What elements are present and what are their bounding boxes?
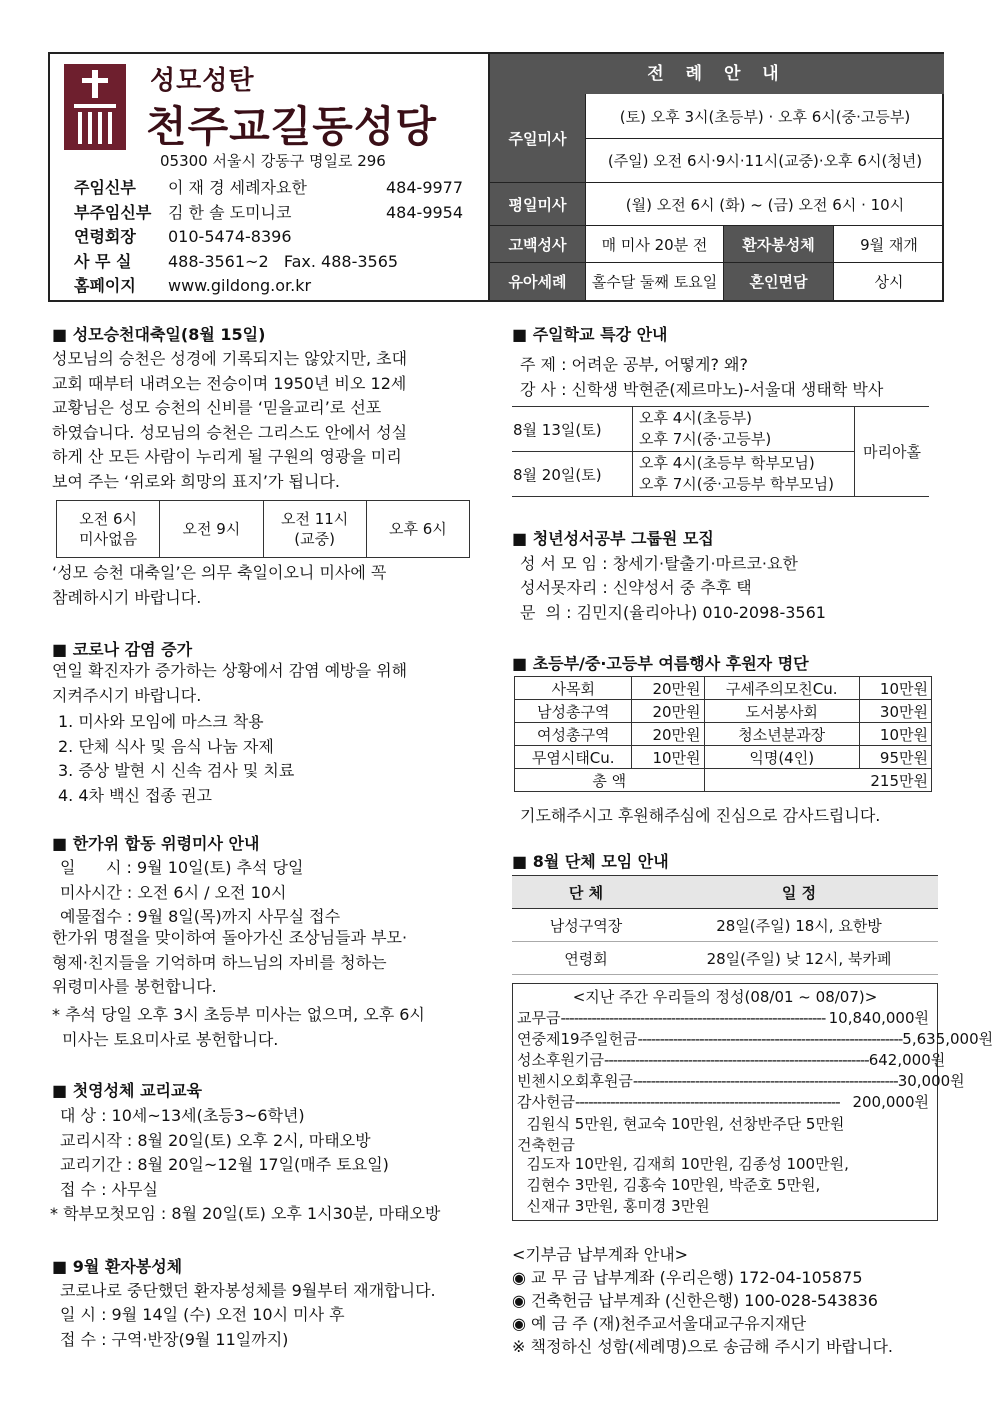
school-title: ■ 주일학교 특강 안내	[512, 325, 668, 344]
sponsor-name: 사목회	[515, 677, 632, 700]
liturgy-guide	[488, 54, 944, 300]
parish-info	[50, 54, 488, 300]
sponsor-amount: 10만원	[632, 746, 704, 769]
sunday-mass-sunday: (주일) 오전 6시·9시·11시(교중)·오후 6시(청년)	[586, 139, 944, 183]
offering-row: 교무금 ------------------------------------------------------------ 10,840,000원	[517, 1009, 929, 1027]
chuseok-note: * 추석 당일 오후 3시 초등부 미사는 없으며, 오후 6시 미사는 토요미사로 봉헌합니다.	[52, 1005, 425, 1049]
school-date: 8월 20일(토)	[512, 452, 633, 497]
sick-line: 접 수 : 구역·반장(9월 11일까지)	[60, 1330, 289, 1349]
sponsor-amount: 10만원	[859, 723, 931, 746]
sponsor-total-value: 215만원	[704, 769, 931, 792]
accounts-title: <기부금 납부계좌 안내>	[512, 1245, 689, 1264]
offering-row: 성소후원기금 ------------------------------------------------------------ 642,000원	[517, 1051, 946, 1069]
offering-title: <지난 주간 우리들의 정성(08/01 ~ 08/07)>	[572, 988, 878, 1006]
offering-row: 감사헌금 ------------------------------------------------------------ 200,000원	[517, 1093, 929, 1111]
school-times	[633, 407, 855, 452]
info-row-homepage	[74, 274, 484, 298]
offering-key: 빈첸시오회후원금	[517, 1072, 633, 1090]
offering-value: 30,000원	[897, 1072, 965, 1090]
assumption-note: ‘성모 승천 대축일’은 의무 축일이오니 미사에 꼭 참례하시기 바랍니다.	[52, 563, 387, 607]
info-label: 사 무 실	[74, 252, 132, 271]
sponsor-name: 도서봉사회	[704, 700, 859, 723]
assumption-body: 성모님의 승천은 성경에 기록되지는 않았지만, 초대 교회 때부터 내려오는 전승이며 1950년 비오 12세 교황님은 성모 승천의 신비를 ‘믿을교리’로 선포 하였습니다. 성모님의 승천은 그리스도 안에서 성실 하게 산 모든 사람이 누리게 될 구원의 영광을 미리 보여 주는 ‘위로와 희망의 표지’가 됩니다.	[52, 349, 408, 491]
sponsor-name: 남성총구역	[515, 700, 632, 723]
weekday-mass-label: 평일미사	[490, 183, 586, 226]
school-place: 마리아홀	[855, 407, 930, 497]
sponsor-amount: 20만원	[632, 723, 704, 746]
sponsors-title: ■ 초등부/중·고등부 여름행사 후원자 명단	[512, 654, 809, 673]
table-row	[515, 700, 932, 723]
sponsor-name: 청소년분과장	[704, 723, 859, 746]
bible-line: 성서못자리 : 신약성서 중 추후 택	[520, 578, 752, 597]
mass-time-cell: 오전 6시 미사없음	[57, 501, 160, 558]
account-line: ◉ 건축헌금 납부계좌 (신한은행) 100-028-543836	[512, 1291, 878, 1310]
school-time: 오후 7시(중·고등부)	[639, 430, 772, 448]
school-speaker: 강 사 : 신학생 박현준(제르마노)-서울대 생태학 박사	[520, 380, 884, 399]
chuseok-date: 일 시 : 9월 10일(토) 추석 당일	[60, 858, 304, 877]
mass-time-cell: 오전 9시	[160, 501, 263, 558]
sunday-mass-saturday: (토) 오후 3시(초등부) · 오후 6시(중·고등부)	[586, 94, 944, 139]
mass-time-cell: 오전 11시 (교중)	[263, 501, 366, 558]
guide-title: 전 례 안 내	[490, 54, 944, 94]
account-line: ◉ 교 무 금 납부계좌 (우리은행) 172-04-105875	[512, 1268, 863, 1287]
offering-key: 감사헌금	[517, 1093, 575, 1111]
confession-value: 매 미사 20분 전	[586, 226, 724, 263]
table-row	[515, 746, 932, 769]
table-row-total	[515, 769, 932, 792]
baptism-value: 홀수달 둘째 토요일	[586, 263, 724, 300]
homepage-link[interactable]: www.gildong.or.kr	[168, 276, 312, 295]
bible-line: 성 서 모 임 : 창세기·탈출기·마르코·요한	[520, 554, 798, 573]
info-value: 010-5474-8396	[168, 227, 292, 246]
sick-line: 일 시 : 9월 14일 (수) 오전 10시 미사 후	[60, 1305, 345, 1324]
groups-header: 단 체	[512, 876, 660, 909]
account-line: ◉ 예 금 주 (재)천주교서울대교구유지재단	[512, 1314, 807, 1333]
assumption-mass-table	[56, 500, 470, 558]
groups-header: 일 정	[660, 876, 938, 909]
corona-body: 연일 확진자가 증가하는 상황에서 감염 예방을 위해 지켜주시기 바랍니다.	[52, 661, 408, 705]
chuseok-title: ■ 한가위 합동 위령미사 안내	[52, 834, 260, 853]
communion-note: * 학부모첫모임 : 8월 20일(토) 오후 1시30분, 마태오방	[50, 1204, 441, 1223]
sponsor-amount: 20만원	[632, 700, 704, 723]
offering-value: 5,635,000원	[902, 1030, 993, 1048]
table-row	[515, 677, 932, 700]
mass-time-cell: 오후 6시	[366, 501, 469, 558]
sponsor-name: 여성총구역	[515, 723, 632, 746]
offering-row: 연중제19주일헌금 ------------------------------------------------------------ 5,635,000원	[517, 1030, 993, 1048]
info-row-office	[74, 250, 484, 274]
group-name: 남성구역장	[512, 909, 660, 942]
offering-value: 200,000원	[852, 1093, 929, 1111]
table-row	[512, 942, 938, 975]
offering-value: 642,000원	[868, 1051, 946, 1069]
chuseok-time: 미사시간 : 오전 6시 / 오전 10시	[60, 883, 287, 902]
sick-communion-label: 환자봉성체	[724, 226, 834, 263]
info-tel: 484-9977	[386, 178, 464, 197]
groups-title: ■ 8월 단체 모임 안내	[512, 852, 669, 871]
info-tel: 484-9954	[386, 203, 464, 222]
sponsors-table	[514, 676, 932, 792]
school-time: 오후 4시(초등부)	[639, 409, 752, 427]
sponsors-thanks: 기도해주시고 후원해주심에 진심으로 감사드립니다.	[520, 806, 881, 825]
weekday-mass-value: (월) 오전 6시 (화) ~ (금) 오전 6시 · 10시	[586, 183, 944, 226]
school-time: 오후 7시(중·고등부 학부모님)	[639, 475, 834, 493]
school-topic: 주 제 : 어려운 공부, 어떻게? 왜?	[520, 355, 748, 374]
sponsor-amount: 20만원	[632, 677, 704, 700]
group-name: 연령회	[512, 942, 660, 975]
sponsor-name: 구세주의모친Cu.	[704, 677, 859, 700]
school-times	[633, 452, 855, 497]
communion-line: 교리시작 : 8월 20일(토) 오후 2시, 마태오방	[60, 1131, 371, 1150]
confession-label: 고백성사	[490, 226, 586, 263]
account-note: ※ 책정하신 성함(세례명)으로 송금해 주시기 바랍니다.	[512, 1337, 893, 1356]
parish-subtitle: 성모성탄	[150, 66, 255, 96]
corona-item: 2. 단체 식사 및 음식 나눔 자제	[58, 737, 274, 756]
info-value: 이 재 경 세례자요한	[168, 178, 307, 197]
communion-line: 대 상 : 10세~13세(초등3~6학년)	[60, 1106, 305, 1125]
group-schedule: 28일(주일) 18시, 요한방	[660, 909, 938, 942]
group-schedule: 28일(주일) 낮 12시, 북카페	[660, 942, 938, 975]
info-row-pastor	[74, 176, 484, 200]
assumption-title: ■ 성모승천대축일(8월 15일)	[52, 325, 266, 344]
info-label: 주임신부	[74, 178, 136, 197]
communion-line: 교리기간 : 8월 20일~12월 17일(매주 토요일)	[60, 1155, 389, 1174]
chuseok-offering: 예물접수 : 9월 8일(목)까지 사무실 접수	[60, 907, 341, 926]
sick-communion-value: 9월 재개	[834, 226, 944, 263]
corona-item: 4. 4차 백신 접종 권고	[58, 786, 212, 805]
communion-title: ■ 첫영성체 교리교육	[52, 1081, 202, 1100]
bulletin-header	[48, 52, 944, 302]
table-row	[515, 723, 932, 746]
bible-title: ■ 청년성서공부 그룹원 모집	[512, 529, 714, 548]
sponsor-name: 무염시태Cu.	[515, 746, 632, 769]
info-value: 488-3561~2 Fax. 488-3565	[168, 252, 399, 271]
offering-key: 성소후원기금	[517, 1051, 604, 1069]
marriage-value: 상시	[874, 273, 904, 291]
sponsor-amount: 10만원	[859, 677, 931, 700]
corona-title: ■ 코로나 감염 증가	[52, 640, 193, 659]
info-value: 김 한 솔 도미니코	[168, 203, 292, 222]
sick-title: ■ 9월 환자봉성체	[52, 1257, 183, 1276]
corona-item: 3. 증상 발현 시 신속 검사 및 치료	[58, 761, 295, 780]
bible-contact: 문 의 : 김민지(율리아나) 010-2098-3561	[520, 603, 826, 622]
offering-key: 교무금	[517, 1009, 561, 1027]
sponsor-amount: 30만원	[859, 700, 931, 723]
info-row-memorial	[74, 225, 484, 249]
parish-name: 천주교길동성당	[146, 102, 438, 151]
communion-line: 접 수 : 사무실	[60, 1180, 158, 1199]
offering-row: 빈첸시오회후원금 ------------------------------------------------------------ 30,000원	[517, 1072, 965, 1090]
chuseok-body: 한가위 명절을 맞이하여 돌아가신 조상님들과 부모· 형제·친지들을 기억하며 하느님의 자비를 청하는 위령미사를 봉헌합니다.	[52, 928, 408, 996]
building-label: 건축헌금	[517, 1136, 575, 1154]
groups-table	[512, 875, 938, 975]
info-label: 연령회장	[74, 227, 136, 246]
marriage-label: 혼인면담	[724, 263, 834, 300]
sick-line: 코로나로 중단했던 환자봉성체를 9월부터 재개합니다.	[60, 1281, 436, 1300]
info-label: 홈페이지	[74, 276, 136, 295]
school-schedule-table	[512, 406, 929, 497]
info-row-assistant	[74, 201, 484, 225]
parish-logo	[64, 64, 126, 150]
school-time: 오후 4시(초등부 학부모님)	[639, 454, 815, 472]
school-date: 8월 13일(토)	[512, 407, 633, 452]
building-names: 김도자 10만원, 김재희 10만원, 김종성 100만원, 김현수 3만원, 김홍숙 10만원, 박준호 5만원, 신재규 3만원, 홍미경 3만원	[526, 1155, 849, 1215]
sponsor-total-label: 총 액	[515, 769, 705, 792]
offering-thanks-names: 김원식 5만원, 현교숙 10만원, 선창반주단 5만원	[517, 1115, 845, 1133]
table-row	[512, 909, 938, 942]
sponsor-amount: 95만원	[859, 746, 931, 769]
baptism-label: 유아세례	[490, 263, 586, 300]
sunday-mass-label: 주일미사	[490, 94, 586, 183]
offering-value: 10,840,000원	[828, 1009, 929, 1027]
offering-box	[512, 983, 993, 1221]
sponsor-name: 익명(4인)	[704, 746, 859, 769]
parish-address: 05300 서울시 강동구 명일로 296	[160, 152, 386, 170]
info-label: 부주임신부	[74, 203, 152, 222]
corona-item: 1. 미사와 모임에 마스크 착용	[58, 712, 264, 731]
offering-key: 연중제19주일헌금	[517, 1030, 638, 1048]
